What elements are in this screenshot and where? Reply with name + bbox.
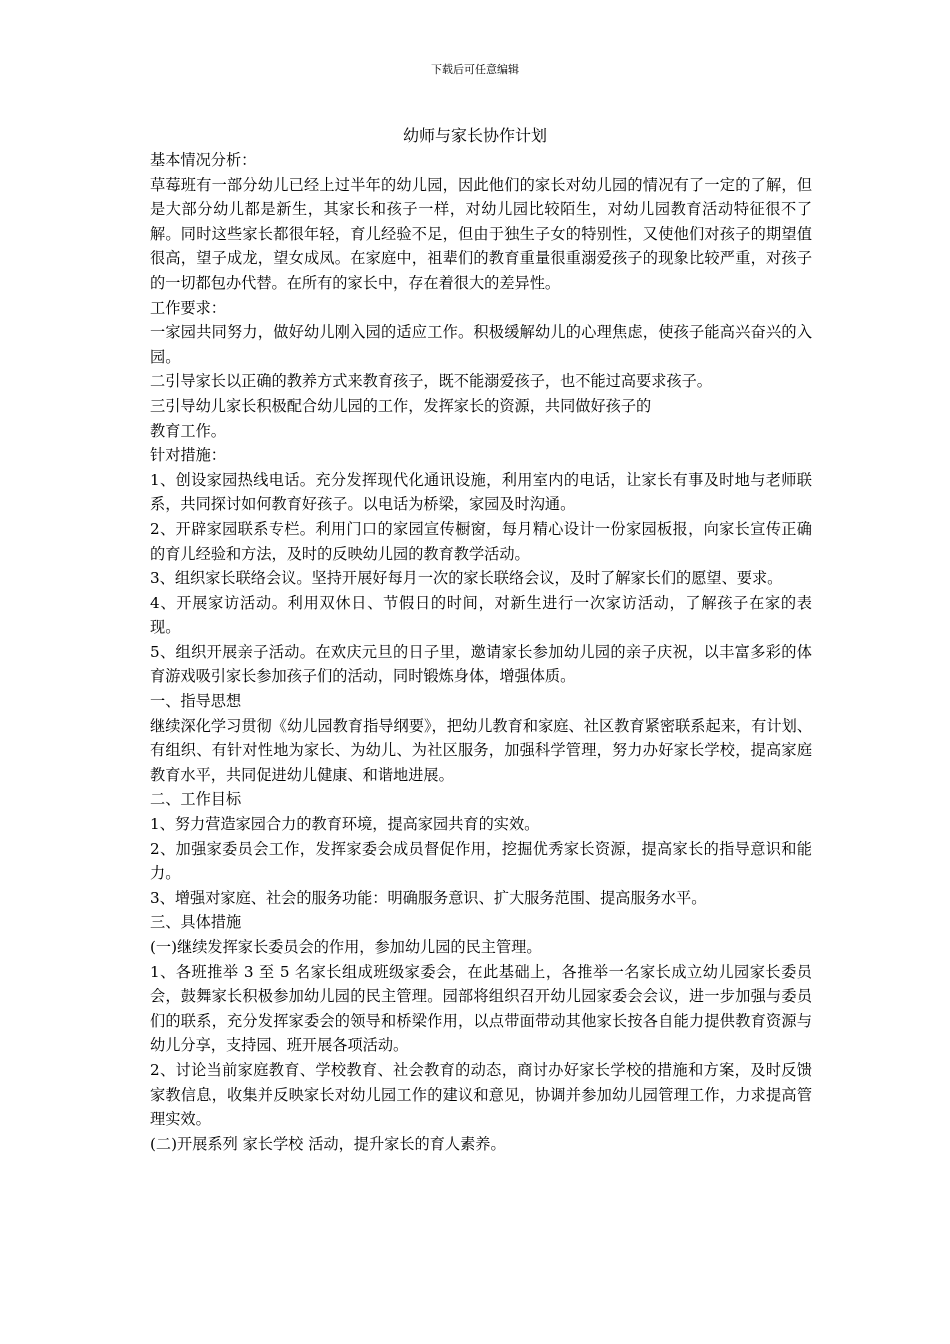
subsection-heading-2: (二)开展系列 家长学校 活动，提升家长的育人素养。 [150,1134,506,1153]
requirement-item-3: 三引导幼儿家长积极配合幼儿园的工作，发挥家长的资源，共同做好孩子的 [150,396,652,415]
goal-item-2: 2、加强家委员会工作，发挥家委会成员督促作用，挖掘优秀家长资源，提高家长的指导意识和能力。 [150,839,812,883]
measure-item-2: 2、开辟家园联系专栏。利用门口的家园宣传橱窗，每月精心设计一份家园板报，向家长宣传正确的育儿经验和方法，及时的反映幼儿园的教育教学活动。 [150,519,812,563]
paragraph-basic-analysis: 草莓班有一部分幼儿已经上过半年的幼儿园，因此他们的家长对幼儿园的情况有了一定的了解，但是大部分幼儿都是新生，其家长和孩子一样，对幼儿园比较陌生，对幼儿园教育活动特征很不了解。同时这些家长都很年轻，育儿经验不足，但由于独生子女的特别性，又使他们对孩子的期望值很高，望子成龙，望女成凤。在家庭中，祖辈们的教育重量很重溺爱孩子的现象比较严重，对孩子的一切都包办代替。在所有的家长中，存在着很大的差异性。 [150,175,812,292]
section-heading-guiding-ideology: 一、指导思想 [150,692,242,711]
requirement-item-2: 二引导家长以正确的教养方式来教育孩子，既不能溺爱孩子，也不能过高要求孩子。 [150,372,712,391]
document-body [142,148,812,1156]
measure-item-4: 4、开展家访活动。利用双休日、节假日的时间，对新生进行一次家访活动，了解孩子在家的表现。 [150,593,812,637]
requirement-item-1: 一家园共同努力，做好幼儿刚入园的适应工作。积极缓解幼儿的心理焦虑，使孩子能高兴奋兴的入园。 [150,323,812,366]
measure-item-3: 3、组织家长联络会议。坚持开展好每月一次的家长联络会议，及时了解家长们的愿望、要求。 [150,569,783,588]
goal-item-1: 1、努力营造家园合力的教育环境，提高家园共育的实效。 [150,815,540,834]
requirement-item-3-continued: 教育工作。 [150,421,226,440]
paragraph-guiding-ideology: 继续深化学习贯彻《幼儿园教育指导纲要》，把幼儿教育和家庭、社区教育紧密联系起来，有计划、有组织、有针对性地为家长、为幼儿、为社区服务，加强科学管理，努力办好家长学校，提高家庭教育水平，共同促进幼儿健康、和谐地进展。 [150,716,812,784]
measure-item-5: 5、组织开展亲子活动。在欢庆元旦的日子里，邀请家长参加幼儿园的亲子庆祝，以丰富多彩的体育游戏吸引家长参加孩子们的活动，同时锻炼身体，增强体质。 [150,642,812,686]
page-header-note: 下载后可任意编辑 [431,63,519,76]
document-title: 幼师与家长协作计划 [402,126,547,145]
section-heading-work-goals: 二、工作目标 [150,790,242,809]
section-heading-measures: 针对措施： [150,446,226,465]
specific-measure-item-2: 2、讨论当前家庭教育、学校教育、社会教育的动态，商讨办好家长学校的措施和方案，及时反馈家教信息，收集并反映家长对幼儿园工作的建议和意见，协调并参加幼儿园管理工作，力求提高管理实效。 [150,1060,812,1129]
specific-measure-item-1: 1、各班推举 3 至 5 名家长组成班级家委会，在此基础上，各推举一名家长成立幼儿园家长委员会，鼓舞家长积极参加幼儿园的民主管理。园部将组织召开幼儿园家委会会议，进一步加强与委员们的联系，充分发挥家委会的领导和桥梁作用，以点带面带动其他家长按各自能力提供教育资源与幼儿分享，支持园、班开展各项活动。 [150,962,812,1055]
measure-item-1: 1、创设家园热线电话。充分发挥现代化通讯设施，利用室内的电话，让家长有事及时地与老师联系，共同探讨如何教育好孩子。以电话为桥梁，家园及时沟通。 [150,470,812,514]
section-heading-work-requirements: 工作要求： [150,298,226,317]
section-heading-specific-measures: 三、具体措施 [150,913,242,932]
goal-item-3: 3、增强对家庭、社会的服务功能：明确服务意识、扩大服务范围、提高服务水平。 [150,888,707,907]
subsection-heading-1: (一)继续发挥家长委员会的作用，参加幼儿园的民主管理。 [150,938,542,956]
section-heading-basic-analysis: 基本情况分析： [150,151,257,169]
